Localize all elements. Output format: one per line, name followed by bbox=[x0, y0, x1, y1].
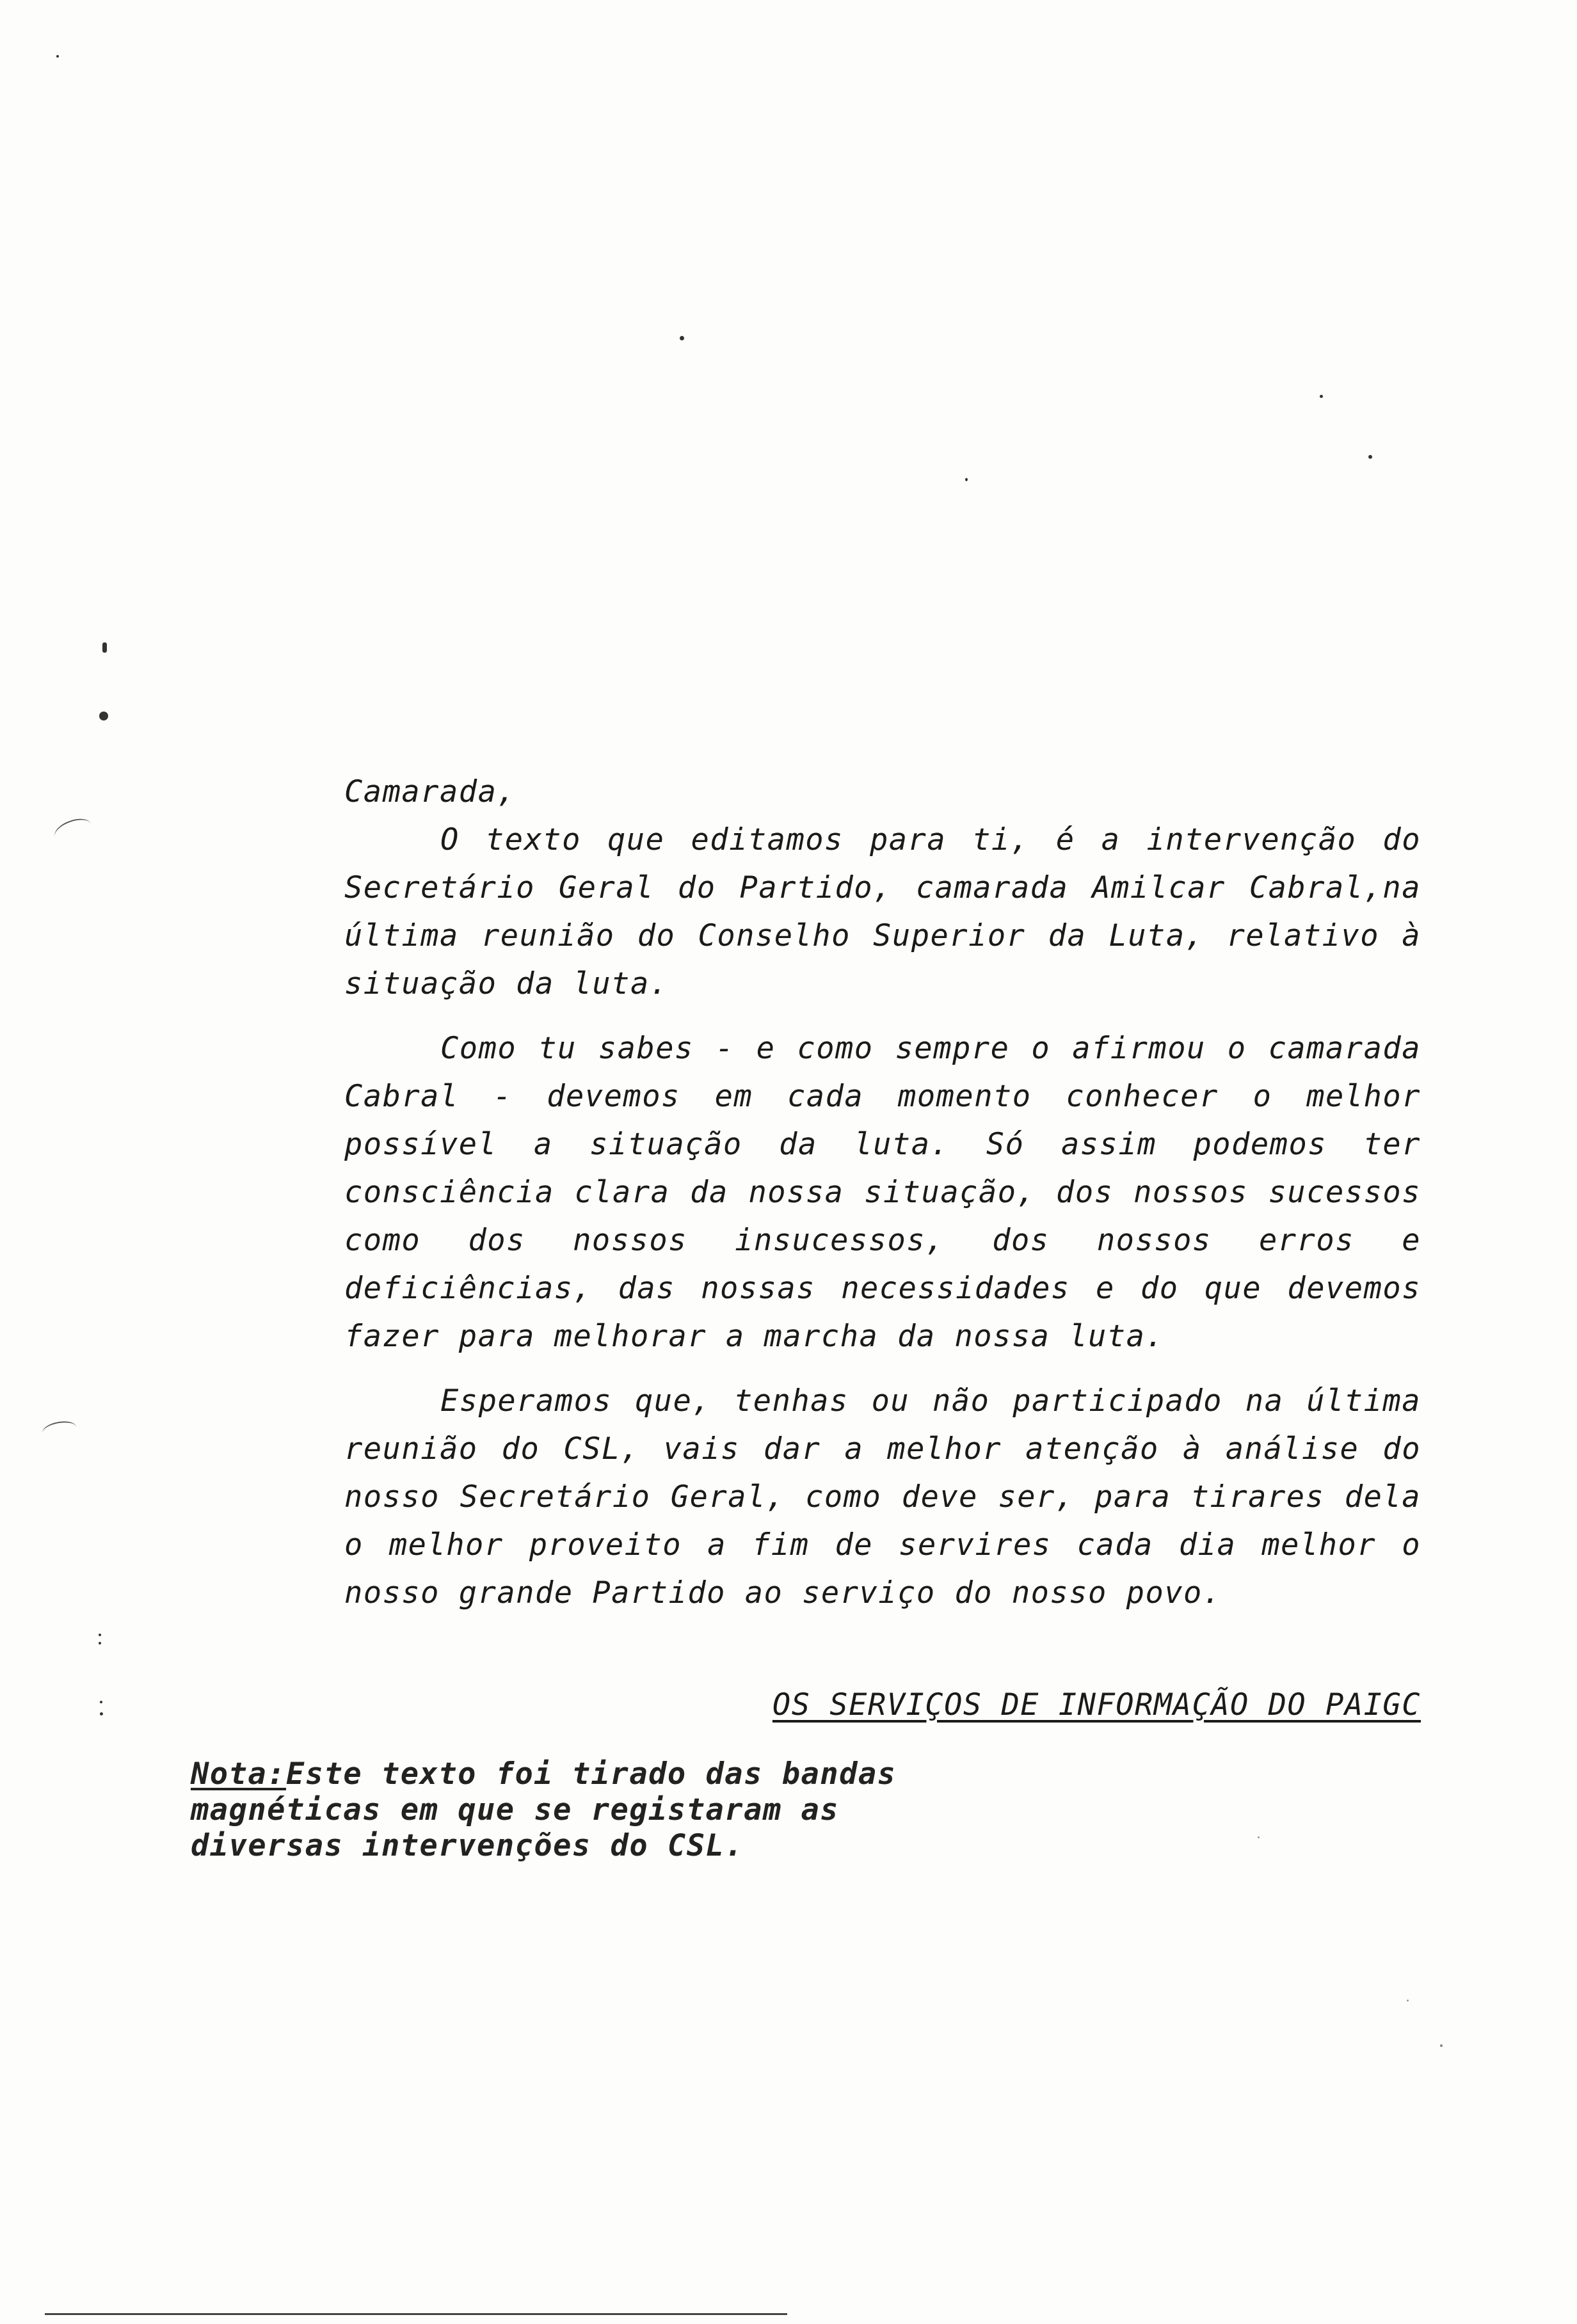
scan-speck bbox=[100, 1712, 103, 1715]
scan-speck bbox=[1407, 2000, 1409, 2002]
scan-speck bbox=[102, 642, 107, 653]
scan-speck bbox=[99, 1642, 101, 1644]
scan-speck bbox=[1320, 395, 1323, 398]
scan-speck bbox=[1440, 2044, 1443, 2047]
scan-speck bbox=[99, 1634, 101, 1636]
margin-mark bbox=[51, 815, 94, 847]
paragraph-1: O texto que editamos para ti, é a intervenção do Secretário Geral do Partido, camarada Amilcar Cabral,na última reunião do Conselho Superior da Luta, relativo à situação da luta. bbox=[344, 822, 1421, 1001]
paragraph-3: Esperamos que, tenhas ou não participado na última reunião do CSL, vais dar a melhor atenção à análise do nosso Secretário Geral, como deve ser, para tirares dela o melhor proveito a fim de servires cada dia melhor o nosso grande Partido ao serviço do nosso povo. bbox=[344, 1383, 1421, 1611]
letter-body bbox=[344, 768, 1421, 1729]
paragraph-2: Como tu sabes - e como sempre o afirmou o camarada Cabral - devemos em cada momento conhecer o melhor possível a situação da luta. Só assim podemos ter consciência clara da nossa situação, dos nossos sucessos como dos nossos insucessos, dos nossos erros e deficiências, das nossas necessidades e do que devemos fazer para melhorar a marcha da nossa luta. bbox=[344, 1031, 1421, 1354]
scan-speck bbox=[100, 1701, 102, 1703]
salutation: Camarada, bbox=[344, 774, 516, 809]
scan-speck bbox=[965, 478, 968, 481]
scan-speck bbox=[1368, 455, 1372, 459]
margin-mark bbox=[41, 1419, 78, 1442]
signature-block bbox=[344, 1681, 1421, 1729]
scan-edge-line bbox=[45, 2313, 787, 2315]
scan-speck bbox=[1258, 1836, 1260, 1838]
scan-speck bbox=[99, 712, 108, 720]
signature: OS SERVIÇOS DE INFORMAÇÃO DO PAIGC bbox=[772, 1687, 1421, 1723]
footnote bbox=[191, 1756, 946, 1864]
scan-speck bbox=[56, 55, 59, 58]
scan-speck bbox=[680, 336, 684, 340]
note-label: Nota: bbox=[191, 1756, 286, 1792]
note-text: Este texto foi tirado das bandas magnéticas em que se registaram as diversas intervenções do CSL. bbox=[191, 1756, 897, 1863]
